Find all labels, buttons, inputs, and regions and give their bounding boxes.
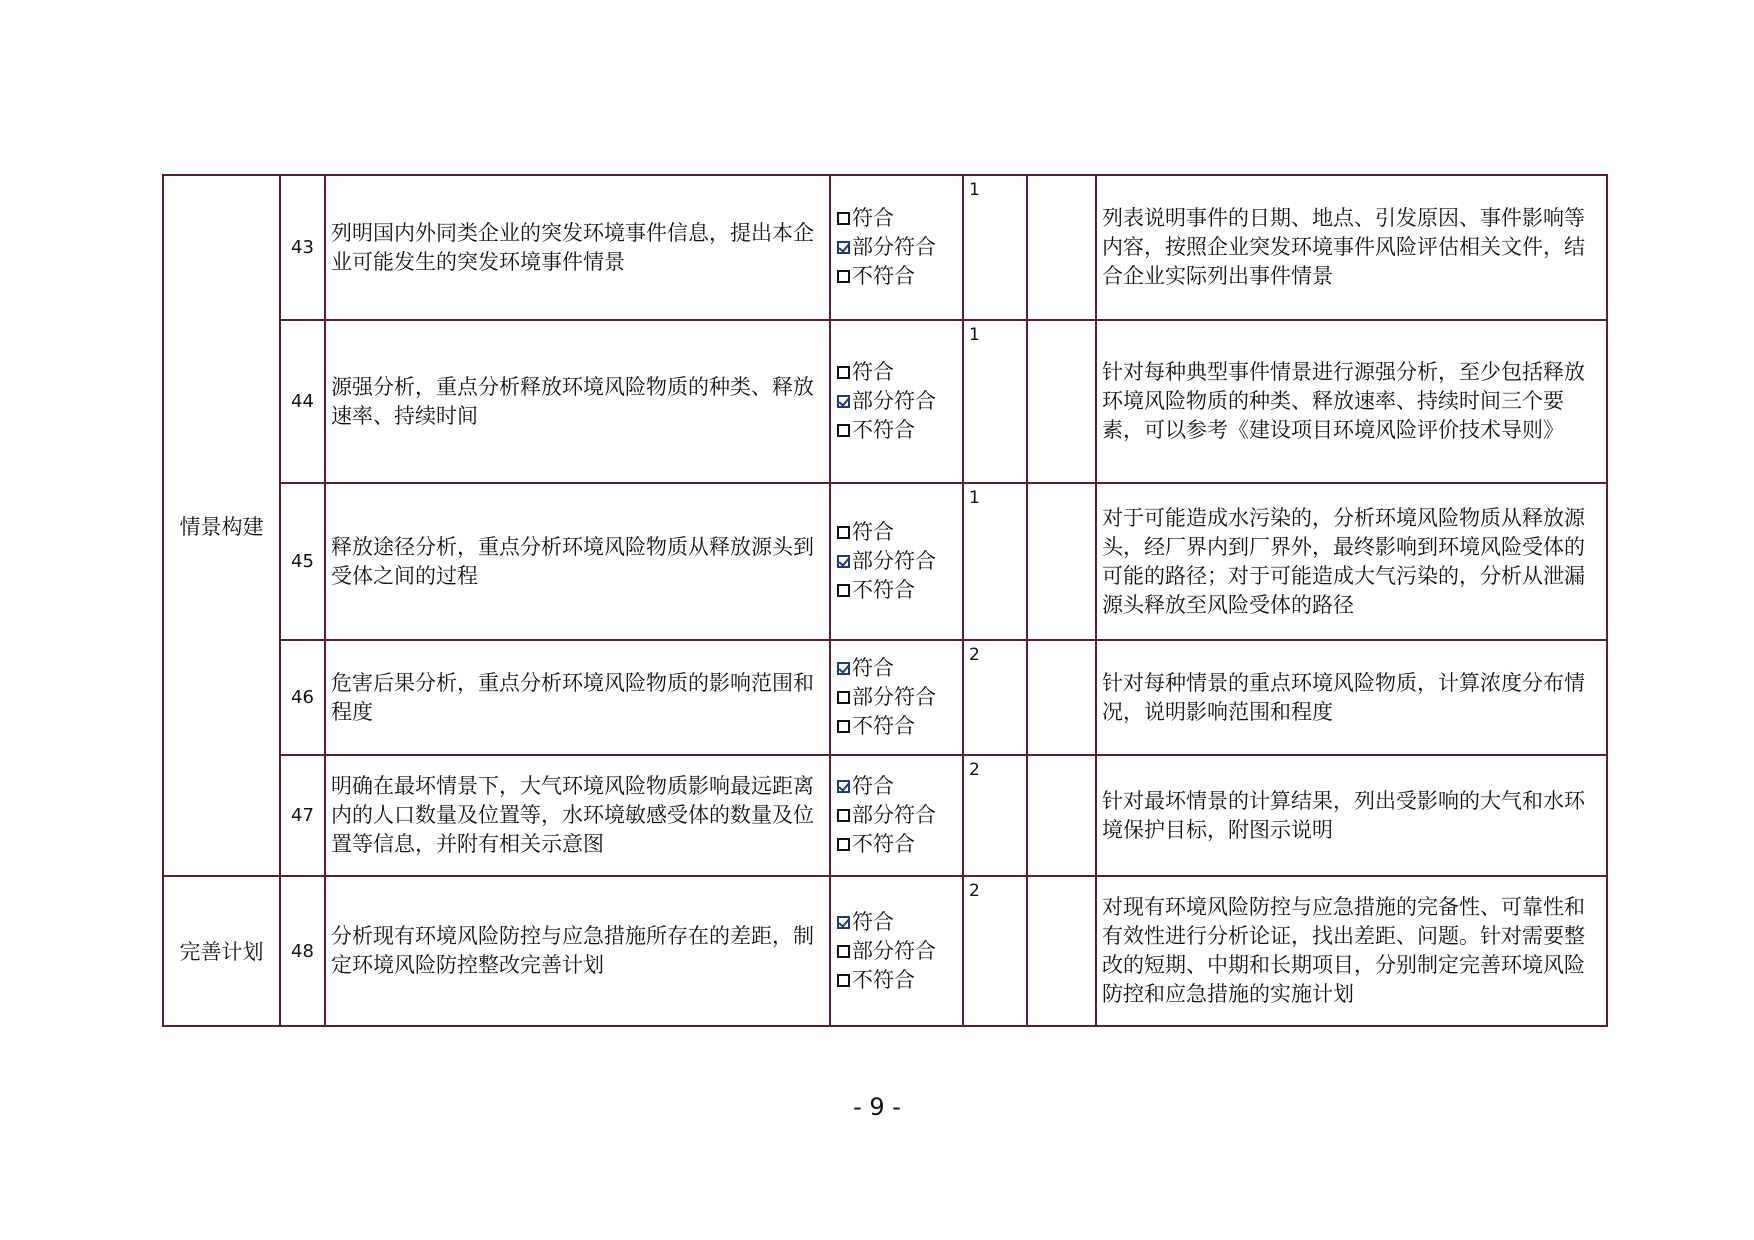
option-label: 部分符合 <box>852 389 936 413</box>
compliance-option[interactable] <box>837 518 962 547</box>
checkbox-icon[interactable] <box>837 809 850 822</box>
option-label: 部分符合 <box>852 938 936 963</box>
compliance-option[interactable] <box>837 358 962 387</box>
option-label: 部分符合 <box>852 549 936 573</box>
table-row <box>163 175 1607 320</box>
compliance-option[interactable] <box>837 712 962 741</box>
checkbox-icon[interactable] <box>837 720 850 733</box>
table-row <box>163 640 1607 755</box>
option-label: 部分符合 <box>852 685 936 709</box>
score-cell: 1 <box>963 483 1027 640</box>
category-cell: 情景构建 <box>163 175 280 876</box>
compliance-option[interactable] <box>837 576 962 605</box>
option-label: 不符合 <box>852 264 915 288</box>
checked-box-icon[interactable] <box>837 241 850 254</box>
table-row <box>163 876 1607 1026</box>
option-label: 部分符合 <box>852 235 936 259</box>
guidance-note: 针对每种典型事件情景进行源强分析，至少包括释放环境风险物质的种类、释放速率、持续时间三个要素，可以参考《建设项目环境风险评价技术导则》 <box>1096 320 1607 483</box>
checked-box-icon[interactable] <box>837 780 850 793</box>
compliance-options <box>830 755 963 876</box>
blank-cell <box>1027 755 1096 876</box>
table-row <box>163 320 1607 483</box>
score-cell: 1 <box>963 320 1027 483</box>
option-label: 符合 <box>852 774 894 798</box>
requirement-text: 分析现有环境风险防控与应急措施所存在的差距，制定环境风险防控整改完善计划 <box>325 876 830 1026</box>
guidance-note: 列表说明事件的日期、地点、引发原因、事件影响等内容，按照企业突发环境事件风险评估相关文件，结合企业实际列出事件情景 <box>1096 175 1607 320</box>
item-number: 43 <box>280 175 325 320</box>
table-row <box>163 755 1607 876</box>
checkbox-icon[interactable] <box>837 691 850 704</box>
score-cell: 1 <box>963 175 1027 320</box>
item-number: 44 <box>280 320 325 483</box>
compliance-option[interactable] <box>837 204 962 233</box>
item-number: 47 <box>280 755 325 876</box>
option-label: 符合 <box>852 360 894 384</box>
checkbox-icon[interactable] <box>837 945 850 958</box>
checkbox-icon[interactable] <box>837 212 850 225</box>
table-row <box>163 483 1607 640</box>
compliance-options <box>830 483 963 640</box>
requirement-text: 释放途径分析，重点分析环境风险物质从释放源头到受体之间的过程 <box>325 483 830 640</box>
requirement-text: 列明国内外同类企业的突发环境事件信息，提出本企业可能发生的突发环境事件情景 <box>325 175 830 320</box>
blank-cell <box>1027 876 1096 1026</box>
blank-cell <box>1027 175 1096 320</box>
checked-box-icon[interactable] <box>837 395 850 408</box>
compliance-option[interactable] <box>837 830 962 859</box>
option-label: 不符合 <box>852 832 915 856</box>
compliance-options <box>830 876 963 1026</box>
checkbox-icon[interactable] <box>837 270 850 283</box>
requirement-text: 明确在最坏情景下，大气环境风险物质影响最远距离内的人口数量及位置等，水环境敏感受体的数量及位置等信息，并附有相关示意图 <box>325 755 830 876</box>
item-number: 48 <box>280 876 325 1026</box>
blank-cell <box>1027 320 1096 483</box>
option-label: 不符合 <box>852 578 915 602</box>
compliance-options <box>830 320 963 483</box>
compliance-option[interactable] <box>837 801 962 830</box>
checked-box-icon[interactable] <box>837 662 850 675</box>
option-label: 不符合 <box>852 714 915 738</box>
compliance-options <box>830 640 963 755</box>
score-cell: 2 <box>963 640 1027 755</box>
compliance-option[interactable] <box>837 683 962 712</box>
guidance-note: 针对每种情景的重点环境风险物质，计算浓度分布情况，说明影响范围和程度 <box>1096 640 1607 755</box>
compliance-option[interactable] <box>837 908 962 937</box>
checkbox-icon[interactable] <box>837 584 850 597</box>
requirement-text: 源强分析，重点分析释放环境风险物质的种类、释放速率、持续时间 <box>325 320 830 483</box>
compliance-option[interactable] <box>837 387 962 416</box>
compliance-option[interactable] <box>837 654 962 683</box>
item-number: 45 <box>280 483 325 640</box>
guidance-note: 对于可能造成水污染的，分析环境风险物质从释放源头，经厂界内到厂界外，最终影响到环境风险受体的可能的路径；对于可能造成大气污染的，分析从泄漏源头释放至风险受体的路径 <box>1096 483 1607 640</box>
option-label: 符合 <box>852 206 894 230</box>
page-number: - 9 - <box>853 1093 901 1121</box>
checkbox-icon[interactable] <box>837 366 850 379</box>
compliance-options <box>830 175 963 320</box>
category-cell: 完善计划 <box>163 876 280 1026</box>
item-number: 46 <box>280 640 325 755</box>
option-label: 符合 <box>852 909 894 934</box>
option-label: 符合 <box>852 656 894 680</box>
checkbox-icon[interactable] <box>837 526 850 539</box>
compliance-option[interactable] <box>837 937 962 966</box>
score-cell: 2 <box>963 755 1027 876</box>
compliance-option[interactable] <box>837 416 962 445</box>
checked-box-icon[interactable] <box>837 555 850 568</box>
checked-box-icon[interactable] <box>837 916 850 929</box>
compliance-option[interactable] <box>837 966 962 995</box>
option-label: 不符合 <box>852 418 915 442</box>
checkbox-icon[interactable] <box>837 838 850 851</box>
score-cell: 2 <box>963 876 1027 1026</box>
compliance-option[interactable] <box>837 772 962 801</box>
option-label: 部分符合 <box>852 803 936 827</box>
checkbox-icon[interactable] <box>837 974 850 987</box>
option-label: 符合 <box>852 520 894 544</box>
blank-cell <box>1027 483 1096 640</box>
requirement-text: 危害后果分析，重点分析环境风险物质的影响范围和程度 <box>325 640 830 755</box>
compliance-option[interactable] <box>837 233 962 262</box>
blank-cell <box>1027 640 1096 755</box>
guidance-note: 针对最坏情景的计算结果，列出受影响的大气和水环境保护目标，附图示说明 <box>1096 755 1607 876</box>
compliance-option[interactable] <box>837 547 962 576</box>
assessment-table <box>162 174 1608 1027</box>
checkbox-icon[interactable] <box>837 424 850 437</box>
guidance-note: 对现有环境风险防控与应急措施的完备性、可靠性和有效性进行分析论证，找出差距、问题。针对需要整改的短期、中期和长期项目，分别制定完善环境风险防控和应急措施的实施计划 <box>1096 876 1607 1026</box>
compliance-option[interactable] <box>837 262 962 291</box>
option-label: 不符合 <box>852 967 915 992</box>
